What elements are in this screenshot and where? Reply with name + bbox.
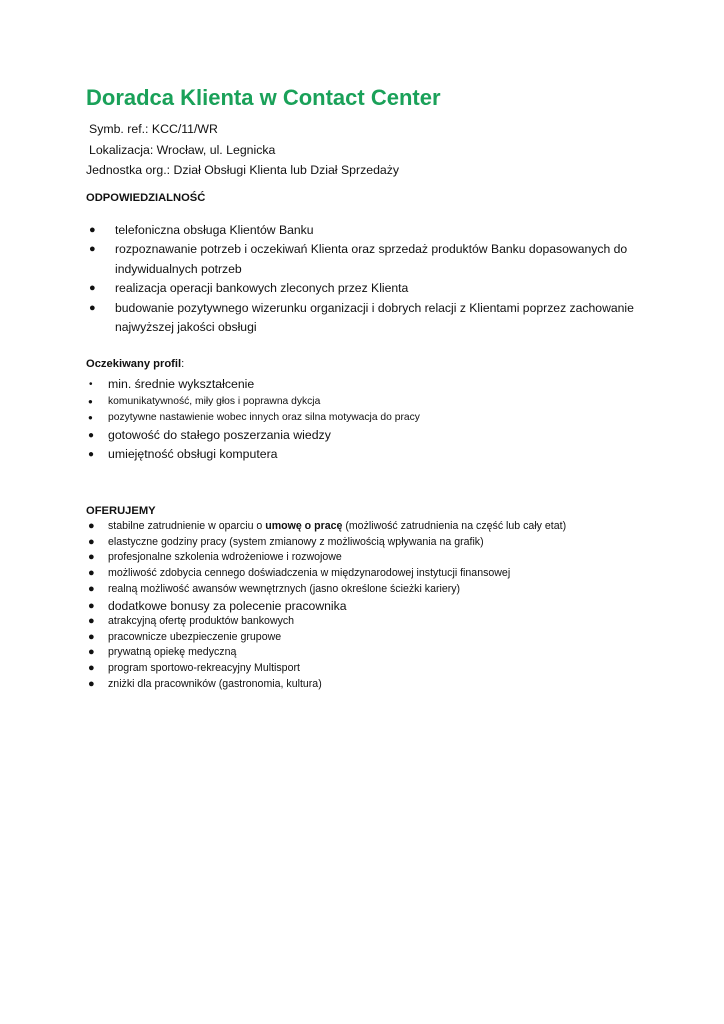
list-item: ● możliwość zdobycia cennego doświadczenia w międzynarodowej instytucji finansowej (86, 566, 666, 582)
list-item: ● elastyczne godziny pracy (system zmianowy z możliwością wpływania na grafik) (86, 535, 666, 551)
responsibilities-heading: ODPOWIEDZIALNOŚĆ (86, 192, 206, 204)
bullet-icon: ● (88, 646, 95, 659)
bullet-icon: ● (89, 301, 96, 314)
list-item: ● profesjonalne szkolenia wdrożeniowe i rozwojowe (86, 550, 666, 566)
list-item: ● telefoniczna obsługa Klientów Banku (86, 221, 646, 240)
bullet-icon: • (89, 379, 93, 390)
profile-list (86, 375, 646, 464)
bullet-icon: ● (89, 282, 96, 295)
list-item: ● umiejętność obsługi komputera (86, 445, 646, 464)
list-item: ● atrakcyjną ofertę produktów bankowych (86, 614, 666, 630)
reference-symbol: Symb. ref.: KCC/11/WR (89, 122, 218, 136)
bullet-icon: ● (88, 630, 95, 643)
bullet-icon: ● (89, 243, 96, 256)
bullet-icon: ● (88, 599, 95, 612)
bullet-icon: ● (88, 662, 95, 675)
bullet-icon: ● (88, 551, 95, 564)
bullet-icon: ● (88, 397, 93, 406)
bullet-icon: ● (88, 615, 95, 628)
org-unit-text: Jednostka org.: Dział Obsługi Klienta lub Dział Sprzedaży (86, 163, 400, 177)
list-item: ● stabilne zatrudnienie w oparciu o umowę o pracę (możliwość zatrudnienia na część lub cały etat) (86, 519, 666, 535)
list-item: ● prywatną opiekę medyczną (86, 645, 666, 661)
bullet-icon: ● (88, 430, 95, 441)
bullet-icon: ● (88, 535, 95, 548)
list-item: ● realizacja operacji bankowych zleconych przez Klienta (86, 279, 646, 298)
list-item: • min. średnie wykształcenie (86, 375, 646, 394)
responsibilities-list (86, 221, 646, 337)
bullet-icon: ● (88, 677, 95, 690)
list-item: ● komunikatywność, miły głos i poprawna dykcja (86, 394, 646, 410)
profile-heading: Oczekiwany profil: (86, 358, 185, 370)
list-item: ● pracownicze ubezpieczenie grupowe (86, 630, 666, 646)
list-item: ● pozytywne nastawienie wobec innych oraz silna motywacja do pracy (86, 410, 646, 426)
list-item: ● budowanie pozytywnego wizerunku organizacji i dobrych relacji z Klientami poprzez zachowanie najwyższej jakości obsługi (89, 300, 634, 335)
bullet-icon: ● (89, 224, 96, 236)
list-item: ● zniżki dla pracowników (gastronomia, kultura) (86, 677, 666, 693)
bullet-icon: ● (88, 413, 93, 422)
page-title: Doradca Klienta w Contact Center (86, 85, 441, 110)
offer-list (86, 519, 666, 693)
list-item: ● program sportowo-rekreacyjny Multisport (86, 661, 666, 677)
list-item: ● realną możliwość awansów wewnętrznych (jasno określone ścieżki kariery) (86, 582, 666, 598)
location-text: Lokalizacja: Wrocław, ul. Legnicka (89, 143, 276, 157)
bullet-icon: ● (88, 567, 95, 580)
bullet-icon: ● (88, 520, 95, 532)
offer-heading: OFERUJEMY (86, 505, 156, 517)
list-item: ● gotowość do stałego poszerzania wiedzy (86, 426, 646, 445)
bullet-icon: ● (88, 449, 95, 460)
list-item: ● rozpoznawanie potrzeb i oczekiwań Klienta oraz sprzedaż produktów Banku dopasowanych do indywidualnych potrzeb (89, 242, 628, 276)
bullet-icon: ● (88, 582, 95, 595)
list-item: ● dodatkowe bonusy za polecenie pracownika (88, 598, 347, 613)
